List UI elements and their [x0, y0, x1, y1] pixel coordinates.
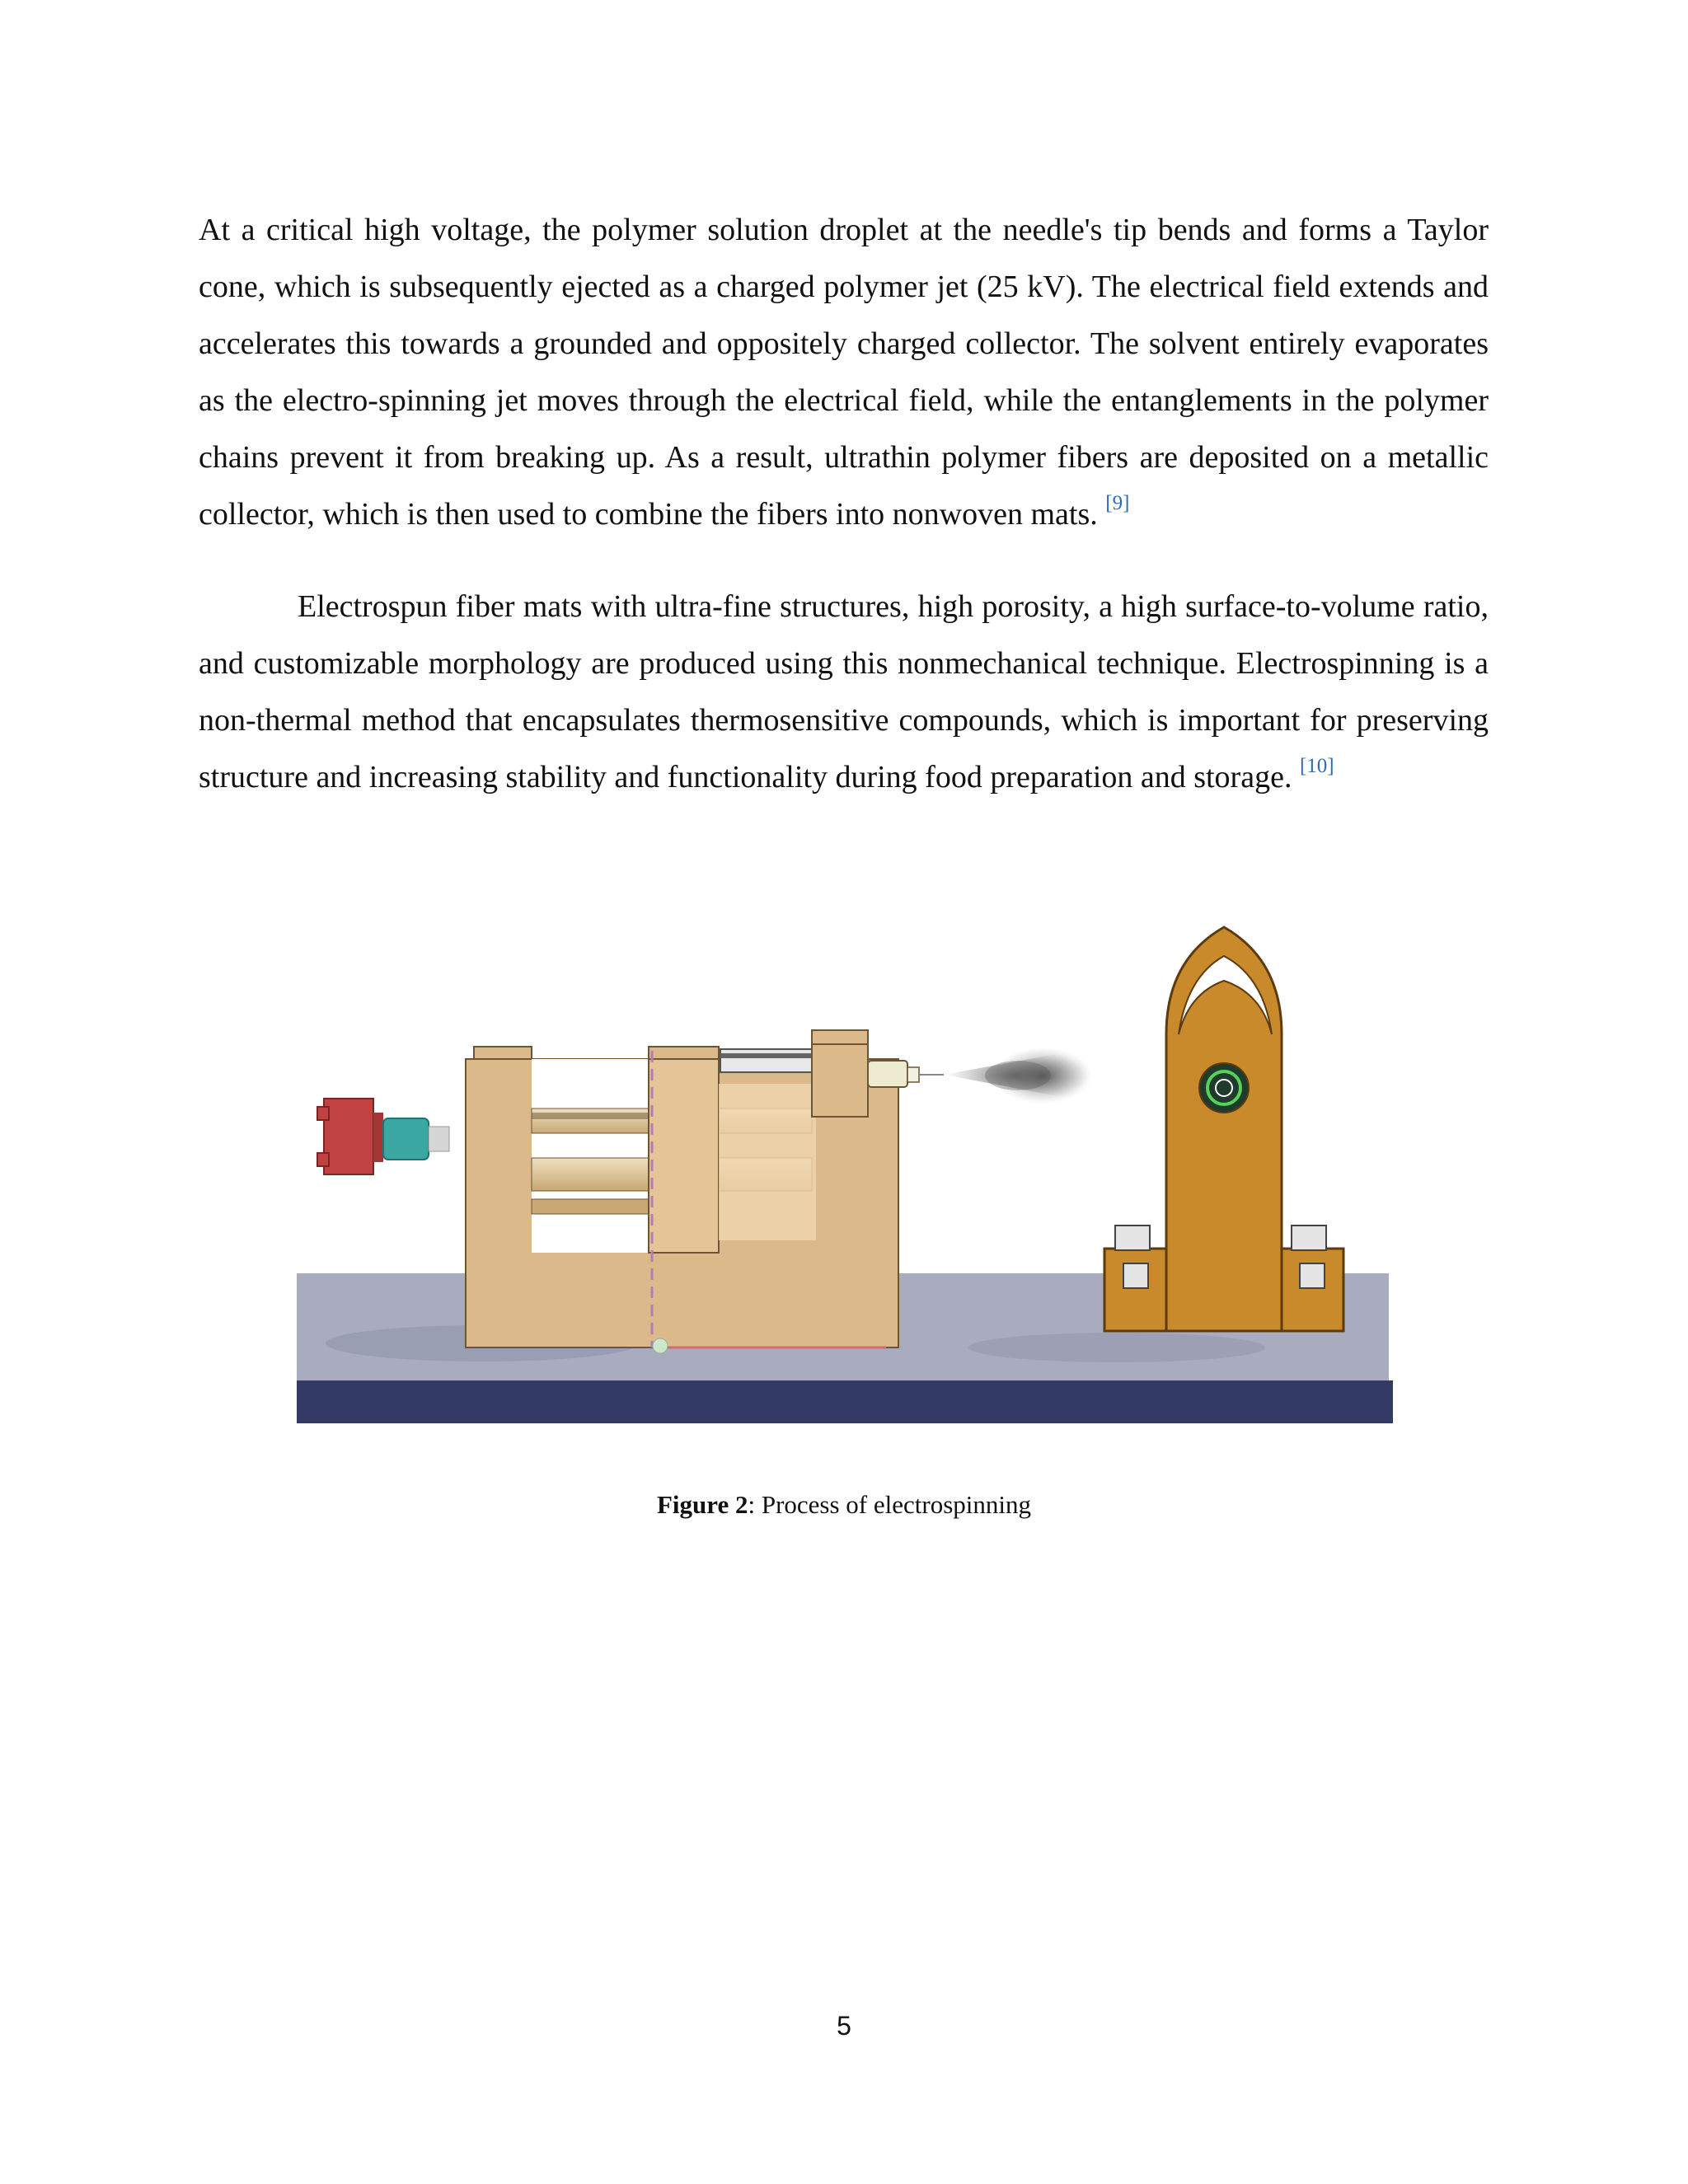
body-paragraph-2 [199, 579, 1489, 806]
collector [1104, 927, 1343, 1331]
fiber-jet-spray [944, 1047, 1092, 1104]
page-number: 5 [837, 2011, 851, 2041]
electrospinning-illustration [293, 919, 1397, 1463]
syringe-pump [466, 1030, 944, 1353]
motor [317, 1099, 383, 1174]
body-paragraph-1 [199, 202, 1489, 543]
figure-label: Figure 2 [656, 1490, 748, 1519]
paragraph-2-text: Electrospun fiber mats with ultra-fine structures, high porosity, a high surface-to-volume ratio, and customizable morphology are produced using this nonmechanical technique. Electrospinning is a non-thermal method that encapsulates thermosensitive compounds, which is important for preserving structure and increasing stability and functionality during food preparation and storage. [199, 589, 1489, 794]
electrospinning-figure [293, 919, 1397, 1463]
figure-caption [0, 1490, 1688, 1520]
figure-caption-text: : Process of electrospinning [748, 1490, 1031, 1519]
citation-9[interactable]: [9] [1105, 492, 1130, 514]
citation-10[interactable]: [10] [1299, 755, 1334, 777]
paragraph-1-text: At a critical high voltage, the polymer solution droplet at the needle's tip bends and forms a Taylor cone, which is subsequently ejected as a charged polymer jet (25 kV). The electrical field extends and accelerates this towards a grounded and oppositely charged collector. The solvent entirely evaporates as the electro-spinning jet moves through the electrical field, while the entanglements in the polymer chains prevent it from breaking up. As a result, ultrathin polymer fibers are deposited on a metallic collector, which is then used to combine the fibers into nonwoven mats. [199, 213, 1489, 532]
coupler [383, 1118, 449, 1160]
